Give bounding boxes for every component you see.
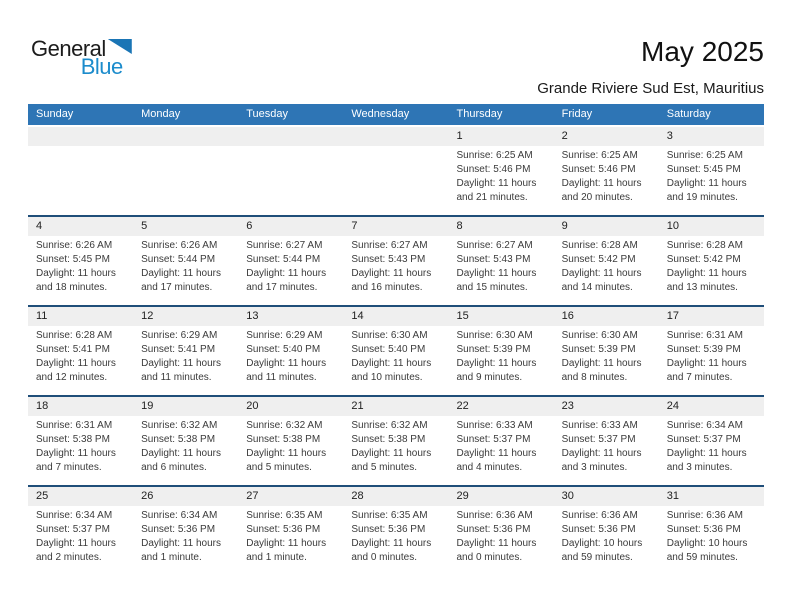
logo-text-blue: Blue — [80, 54, 123, 79]
day-info-line: Sunrise: 6:25 AM — [456, 150, 533, 161]
day-info-line: Sunrise: 6:31 AM — [666, 330, 743, 341]
day-cell-empty — [238, 127, 343, 215]
day-info-line: Sunset: 5:38 PM — [246, 434, 321, 445]
day-info — [28, 326, 133, 385]
day-info-line: Sunset: 5:45 PM — [36, 254, 110, 265]
day-number: 4 — [28, 217, 133, 236]
day-number: 9 — [554, 217, 659, 236]
day-info-line: and 5 minutes. — [246, 462, 312, 473]
day-info-line: and 10 minutes. — [351, 372, 423, 383]
day-cell-empty — [28, 127, 133, 215]
day-info-line: Daylight: 11 hours — [141, 358, 221, 369]
day-cell-empty — [133, 127, 238, 215]
day-info — [659, 236, 764, 295]
day-info-line: Sunrise: 6:25 AM — [561, 150, 638, 161]
day-info — [133, 326, 238, 385]
day-cell-31 — [659, 487, 764, 575]
day-info-line: Sunrise: 6:32 AM — [246, 420, 323, 431]
day-number: 23 — [554, 397, 659, 416]
day-number: 8 — [449, 217, 554, 236]
day-info — [133, 236, 238, 295]
day-info-line: Daylight: 11 hours — [351, 358, 432, 369]
day-info — [28, 236, 133, 295]
day-info-line: and 5 minutes. — [351, 462, 417, 473]
day-info-line: Daylight: 11 hours — [246, 268, 327, 279]
day-info-line: Sunrise: 6:28 AM — [561, 240, 638, 251]
day-cell-27 — [238, 487, 343, 575]
day-info-line: and 17 minutes. — [246, 282, 318, 293]
day-info-line: Sunrise: 6:30 AM — [351, 330, 428, 341]
day-cell-25 — [28, 487, 133, 575]
day-info-line: Sunrise: 6:33 AM — [456, 420, 533, 431]
general-blue-logo — [31, 36, 132, 79]
day-info-line: and 19 minutes. — [666, 192, 738, 203]
day-info-line: Daylight: 11 hours — [36, 358, 116, 369]
day-cell-10 — [659, 217, 764, 305]
day-info — [343, 416, 448, 475]
week-row — [28, 395, 764, 485]
week-row — [28, 215, 764, 305]
day-info-line: and 18 minutes. — [36, 282, 108, 293]
day-cell-21 — [343, 397, 448, 485]
day-info-line: Daylight: 11 hours — [561, 178, 642, 189]
day-cell-11 — [28, 307, 133, 395]
week-row — [28, 127, 764, 215]
day-info-line: and 15 minutes. — [456, 282, 528, 293]
day-info — [449, 326, 554, 385]
day-cell-16 — [554, 307, 659, 395]
day-cell-3 — [659, 127, 764, 215]
day-info-line: Daylight: 10 hours — [666, 538, 748, 549]
day-info-line: and 20 minutes. — [561, 192, 633, 203]
day-info-line: and 8 minutes. — [561, 372, 628, 383]
day-number: 28 — [343, 487, 448, 506]
day-info-line: Sunrise: 6:34 AM — [36, 510, 113, 521]
day-info — [28, 506, 133, 565]
day-info — [343, 506, 448, 565]
weekday-tuesday: Tuesday — [246, 108, 289, 120]
weekday-header-row — [28, 104, 764, 125]
day-info — [133, 416, 238, 475]
day-info-line: Sunset: 5:38 PM — [351, 434, 426, 445]
day-info-line: Sunrise: 6:29 AM — [141, 330, 218, 341]
day-info-line: Sunset: 5:36 PM — [561, 524, 636, 535]
day-info — [554, 506, 659, 565]
day-info-line: and 11 minutes. — [141, 372, 212, 383]
day-number: 13 — [238, 307, 343, 326]
day-info — [28, 146, 133, 149]
day-info-line: Daylight: 11 hours — [246, 448, 327, 459]
day-info-line: and 1 minute. — [141, 552, 202, 563]
day-info-line: Sunrise: 6:33 AM — [561, 420, 638, 431]
day-info-line: Sunrise: 6:36 AM — [456, 510, 533, 521]
day-number: 30 — [554, 487, 659, 506]
day-cell-30 — [554, 487, 659, 575]
day-info-line: Sunrise: 6:27 AM — [456, 240, 533, 251]
day-info-line: Sunrise: 6:31 AM — [36, 420, 113, 431]
day-info-line: Sunrise: 6:36 AM — [561, 510, 638, 521]
day-number: 11 — [28, 307, 133, 326]
weekday-saturday: Saturday — [666, 108, 711, 120]
day-number: 17 — [659, 307, 764, 326]
day-info-line: and 11 minutes. — [246, 372, 317, 383]
day-info-line: Sunset: 5:36 PM — [141, 524, 216, 535]
day-info-line: and 3 minutes. — [561, 462, 628, 473]
day-cell-26 — [133, 487, 238, 575]
day-number — [133, 127, 238, 146]
day-info — [238, 326, 343, 385]
weekday-thursday: Thursday — [456, 108, 503, 120]
day-info-line: and 0 minutes. — [456, 552, 523, 563]
weekday-friday: Friday — [561, 108, 593, 120]
day-info-line: Sunset: 5:39 PM — [561, 344, 636, 355]
day-info-line: Daylight: 11 hours — [666, 268, 747, 279]
day-info — [659, 416, 764, 475]
day-info — [238, 506, 343, 565]
day-info-line: Sunrise: 6:27 AM — [246, 240, 323, 251]
day-info-line: Sunset: 5:37 PM — [561, 434, 636, 445]
day-info-line: and 17 minutes. — [141, 282, 213, 293]
day-number: 3 — [659, 127, 764, 146]
day-number: 25 — [28, 487, 133, 506]
day-info — [343, 236, 448, 295]
day-info-line: and 6 minutes. — [141, 462, 207, 473]
day-number: 27 — [238, 487, 343, 506]
day-info-line: Sunset: 5:36 PM — [246, 524, 321, 535]
day-info-line: Sunset: 5:41 PM — [141, 344, 216, 355]
day-cell-24 — [659, 397, 764, 485]
day-number: 15 — [449, 307, 554, 326]
day-cell-7 — [343, 217, 448, 305]
day-info-line: and 59 minutes. — [666, 552, 738, 563]
day-cell-23 — [554, 397, 659, 485]
day-info-line: Sunset: 5:37 PM — [456, 434, 531, 445]
title-block — [537, 36, 764, 97]
day-info-line: Sunrise: 6:27 AM — [351, 240, 428, 251]
day-number: 10 — [659, 217, 764, 236]
day-number: 22 — [449, 397, 554, 416]
page-title: May 2025 — [641, 36, 764, 67]
day-info-line: Sunset: 5:36 PM — [456, 524, 531, 535]
day-info — [449, 416, 554, 475]
day-info-line: Daylight: 11 hours — [351, 268, 432, 279]
day-info-line: and 9 minutes. — [456, 372, 523, 383]
day-info — [343, 326, 448, 385]
day-info-line: Sunrise: 6:29 AM — [246, 330, 323, 341]
day-number: 18 — [28, 397, 133, 416]
logo-triangle-icon — [108, 39, 132, 54]
weeks-container — [28, 127, 764, 575]
day-number: 21 — [343, 397, 448, 416]
day-info-line: Sunrise: 6:28 AM — [666, 240, 743, 251]
day-info-line: Daylight: 11 hours — [456, 178, 537, 189]
day-info — [554, 416, 659, 475]
day-cell-2 — [554, 127, 659, 215]
day-number: 14 — [343, 307, 448, 326]
day-cell-1 — [449, 127, 554, 215]
day-info — [554, 326, 659, 385]
day-info-line: Daylight: 10 hours — [561, 538, 643, 549]
day-info-line: Sunset: 5:44 PM — [246, 254, 321, 265]
day-info-line: Sunset: 5:38 PM — [36, 434, 110, 445]
day-info-line: and 7 minutes. — [666, 372, 733, 383]
day-info-line: and 13 minutes. — [666, 282, 738, 293]
day-info-line: Sunrise: 6:26 AM — [36, 240, 113, 251]
day-info-line: Sunset: 5:42 PM — [666, 254, 741, 265]
day-info-line: Sunrise: 6:34 AM — [141, 510, 218, 521]
day-cell-6 — [238, 217, 343, 305]
day-info-line: Daylight: 11 hours — [666, 448, 747, 459]
day-info-line: Sunrise: 6:32 AM — [141, 420, 218, 431]
day-info-line: Sunrise: 6:25 AM — [666, 150, 743, 161]
day-info — [28, 416, 133, 475]
day-info-line: Sunset: 5:36 PM — [351, 524, 426, 535]
day-number: 20 — [238, 397, 343, 416]
day-info-line: Daylight: 11 hours — [351, 538, 432, 549]
day-info-line: and 7 minutes. — [36, 462, 102, 473]
day-info-line: and 2 minutes. — [36, 552, 102, 563]
day-info — [133, 146, 238, 149]
day-info-line: and 59 minutes. — [561, 552, 633, 563]
day-number — [238, 127, 343, 146]
day-info-line: Daylight: 11 hours — [246, 538, 327, 549]
day-info-line: Sunset: 5:40 PM — [246, 344, 321, 355]
day-cell-12 — [133, 307, 238, 395]
day-cell-8 — [449, 217, 554, 305]
day-info — [659, 326, 764, 385]
day-info-line: Daylight: 11 hours — [141, 268, 221, 279]
day-cell-empty — [343, 127, 448, 215]
day-info-line: Sunrise: 6:32 AM — [351, 420, 428, 431]
day-info — [238, 146, 343, 149]
day-info-line: Daylight: 11 hours — [246, 358, 327, 369]
day-info-line: Sunrise: 6:30 AM — [561, 330, 638, 341]
day-number: 19 — [133, 397, 238, 416]
day-number: 6 — [238, 217, 343, 236]
day-cell-22 — [449, 397, 554, 485]
day-info-line: Daylight: 11 hours — [36, 538, 116, 549]
day-info-line: Sunset: 5:36 PM — [666, 524, 741, 535]
day-cell-14 — [343, 307, 448, 395]
day-info-line: Sunrise: 6:26 AM — [141, 240, 218, 251]
day-info — [659, 146, 764, 205]
day-info-line: Sunset: 5:41 PM — [36, 344, 110, 355]
day-number: 5 — [133, 217, 238, 236]
day-info-line: Sunrise: 6:34 AM — [666, 420, 743, 431]
day-info-line: Sunset: 5:37 PM — [36, 524, 110, 535]
day-number — [28, 127, 133, 146]
day-info-line: and 4 minutes. — [456, 462, 523, 473]
day-number: 31 — [659, 487, 764, 506]
day-info — [343, 146, 448, 149]
day-info-line: and 12 minutes. — [36, 372, 108, 383]
day-cell-19 — [133, 397, 238, 485]
day-cell-13 — [238, 307, 343, 395]
day-info — [554, 236, 659, 295]
day-info-line: Sunset: 5:45 PM — [666, 164, 741, 175]
day-info-line: Daylight: 11 hours — [666, 178, 747, 189]
day-info — [554, 146, 659, 205]
day-number: 7 — [343, 217, 448, 236]
day-info-line: Daylight: 11 hours — [456, 268, 537, 279]
day-number: 26 — [133, 487, 238, 506]
day-info-line: Daylight: 11 hours — [666, 358, 747, 369]
day-cell-9 — [554, 217, 659, 305]
weekday-monday: Monday — [141, 108, 181, 120]
day-cell-28 — [343, 487, 448, 575]
day-info-line: Daylight: 11 hours — [36, 448, 116, 459]
calendar-table — [28, 104, 764, 575]
logo-text-general: General — [31, 36, 106, 61]
location-subtitle: Grande Riviere Sud Est, Mauritius — [537, 80, 764, 97]
day-info-line: and 14 minutes. — [561, 282, 633, 293]
day-info-line: and 21 minutes. — [456, 192, 528, 203]
day-info-line: Daylight: 11 hours — [456, 358, 537, 369]
day-info-line: Daylight: 11 hours — [561, 358, 642, 369]
day-cell-17 — [659, 307, 764, 395]
day-info-line: Daylight: 11 hours — [36, 268, 116, 279]
day-info-line: Sunrise: 6:36 AM — [666, 510, 743, 521]
day-info-line: Daylight: 11 hours — [456, 448, 537, 459]
day-info — [238, 236, 343, 295]
week-row — [28, 305, 764, 395]
day-info-line: Sunrise: 6:28 AM — [36, 330, 113, 341]
day-info-line: and 1 minute. — [246, 552, 307, 563]
day-cell-18 — [28, 397, 133, 485]
day-info — [449, 506, 554, 565]
day-info-line: Sunrise: 6:30 AM — [456, 330, 533, 341]
day-cell-29 — [449, 487, 554, 575]
day-info-line: Sunset: 5:39 PM — [666, 344, 741, 355]
day-info — [659, 506, 764, 565]
day-cell-20 — [238, 397, 343, 485]
day-cell-15 — [449, 307, 554, 395]
day-info-line: Sunrise: 6:35 AM — [351, 510, 428, 521]
day-info-line: Sunset: 5:39 PM — [456, 344, 531, 355]
day-info-line: Sunset: 5:43 PM — [351, 254, 426, 265]
day-number — [343, 127, 448, 146]
day-info-line: Sunset: 5:43 PM — [456, 254, 531, 265]
day-info — [449, 146, 554, 205]
day-info-line: Daylight: 11 hours — [561, 268, 642, 279]
day-info-line: Daylight: 11 hours — [141, 448, 221, 459]
day-info — [449, 236, 554, 295]
day-info-line: Sunrise: 6:35 AM — [246, 510, 323, 521]
day-info-line: and 16 minutes. — [351, 282, 423, 293]
day-number: 16 — [554, 307, 659, 326]
day-info-line: Sunset: 5:44 PM — [141, 254, 216, 265]
day-info — [133, 506, 238, 565]
day-info-line: Sunset: 5:38 PM — [141, 434, 216, 445]
day-info-line: Daylight: 11 hours — [561, 448, 642, 459]
day-info-line: Sunset: 5:40 PM — [351, 344, 426, 355]
day-cell-4 — [28, 217, 133, 305]
day-info-line: Daylight: 11 hours — [456, 538, 537, 549]
week-row — [28, 485, 764, 575]
day-info-line: Sunset: 5:46 PM — [456, 164, 531, 175]
day-number: 24 — [659, 397, 764, 416]
day-info — [238, 416, 343, 475]
day-info-line: Daylight: 11 hours — [141, 538, 221, 549]
day-info-line: and 0 minutes. — [351, 552, 417, 563]
day-info-line: Sunset: 5:37 PM — [666, 434, 741, 445]
day-info-line: and 3 minutes. — [666, 462, 733, 473]
day-number: 1 — [449, 127, 554, 146]
day-cell-5 — [133, 217, 238, 305]
weekday-wednesday: Wednesday — [351, 108, 410, 120]
day-number: 29 — [449, 487, 554, 506]
day-info-line: Sunset: 5:46 PM — [561, 164, 636, 175]
day-info-line: Daylight: 11 hours — [351, 448, 432, 459]
day-info-line: Sunset: 5:42 PM — [561, 254, 636, 265]
weekday-sunday: Sunday — [36, 108, 74, 120]
day-number: 2 — [554, 127, 659, 146]
day-number: 12 — [133, 307, 238, 326]
